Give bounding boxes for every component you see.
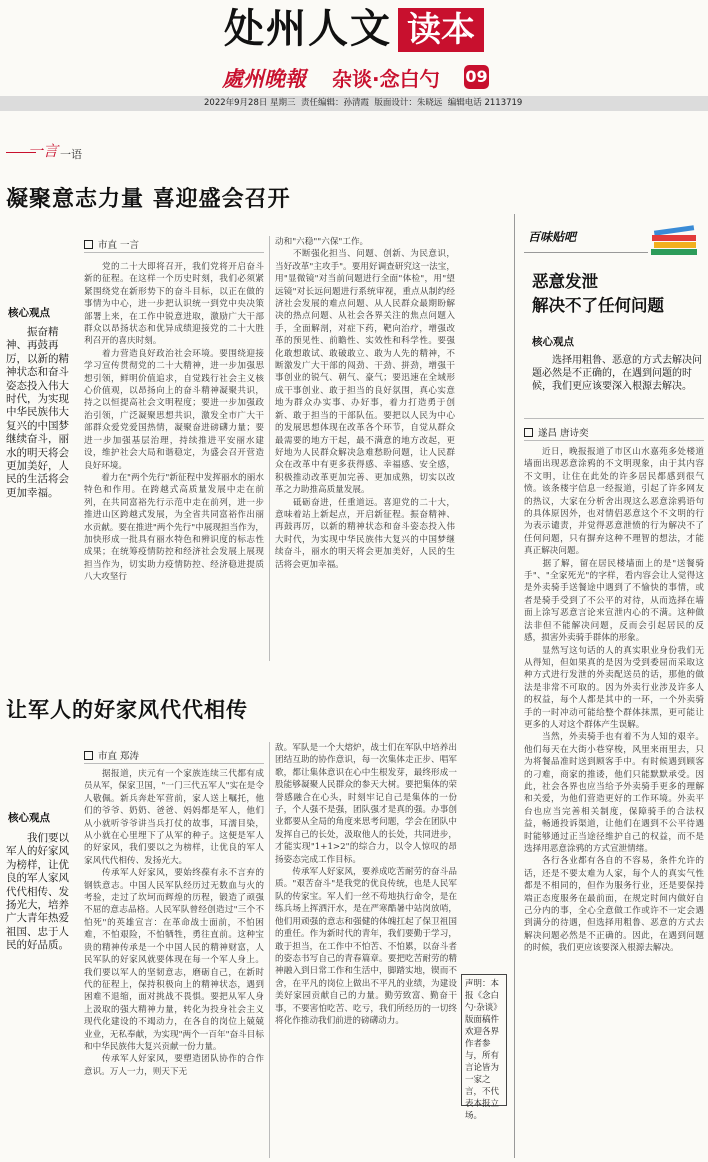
article3-header-logo: 百味贴吧: [528, 230, 577, 244]
masthead: [0, 0, 708, 100]
article3-header-line: [524, 252, 648, 253]
section-name: 杂谈·念白勺: [332, 67, 440, 91]
article2-core-text: 我们要以军人的好家风为榜样，让优良的军人家风代代相传、发扬光大，培养广大青年热爱祖国、忠于人民的好品质。: [6, 832, 69, 952]
dateline: 2022年9月28日 星期三 责任编辑：孙清霞 版面设计：朱晓远 编辑电话 2113719: [204, 98, 523, 108]
article2-body-col2: 敌。军队是一个大熔炉，战士们在军队中培养出团结互助的协作意识，每一次集体走正步、唱军歌，都让集体意识在心中生根发芽，最终形成一股能够凝聚人民群众的参天大树。要把集体的荣誉感融合在心头，时刻牢记自己是集体的一份子，个人强不是强，团队强才是真的强。办事创业都要从全局的角度来思考问题，学会在团队中发挥自己的长处，汲取他人的长处，共同进步，才能实现"1+1>2"的综合力，以令人惊叹的昂扬姿态完成工作目标。 传承军人好家风，要养成吃苦耐劳的奋斗品质。"艰苦奋斗"是我党的优良传统，也是人民军队的传家宝。军人们一丝不苟地执行命令，是在练兵场上挥洒汗水，是在严寒酷暑中站岗放哨，他们用顽强的意志和强健的体魄扛起了保卫祖国的重任。作为新时代的青年，我们要勤于学习，敢于担当，在工作中不怕苦、不怕累，以奋斗者的姿态书写自己的青春篇章。要把吃苦耐劳的精神融入到日常工作和生活中，脚踏实地，锲而不舍，在平凡的岗位上做出不平凡的业绩，为建设美好家园贡献自己的力量。勤劳致富、勤奋干事，不要害怕吃苦、吃亏，我们所经历的一切终将化作推动我们前进的磅礴动力。: [275, 743, 457, 1026]
article1-column-divider: [269, 236, 270, 661]
article3-core-rule: [524, 418, 704, 419]
notice-text: 声明：本报《念白勺·杂谈》版面稿件欢迎各界作者参与，所有言论皆为一家之言，不代表本报立场。: [465, 979, 502, 1121]
article2-byline-rule: [84, 763, 264, 764]
article3-core-label: 核心观点: [532, 336, 574, 348]
article2-byline-text: 市直 郑涛: [98, 751, 140, 762]
article3-byline-text: 遂昌 唐诗奕: [538, 428, 589, 439]
article1-core-label: 核心观点: [8, 307, 50, 319]
byline-square-icon: [84, 751, 93, 760]
byline-square-icon: [524, 428, 533, 437]
article2-byline: [84, 748, 139, 762]
article3-byline: [524, 425, 589, 439]
article3-body: 近日，晚报报道了市区山水嘉苑多处楼道墙面出现恶意涂鸦的不文明现象，由于其内容不文明，让住在此处的许多居民都感到很气愤。该条楼宇信息一经报道，引起了许多网友的热议，大家在分析舍出现这么恶意涂鸦语句的具体原因外，也对情侣恶意这个不文明的行为表示谴责，并觉得恶意泄愤的行为解决不了任何问题，只有摒弃这种不理智的想法，才能真正解决问题。 据了解，留在居民楼墙面上的是"送餐骑手"、"全家死光"的字样，看内容会让人觉得这是外卖骑手送餐途中遇到了不愉快的事情，或者是骑手受到了不公平的对待，从而选择在墙面上涂写恶意言论来宣泄内心的不满。这种做法非但不能解决问题，反而会引起居民的反感，损害外卖骑手群体的形象。 显然写这句话的人的真实职业身份我们无从得知，但如果真的是因为受到委屈而采取这种方式进行发泄的外卖配送员的话，那他的做法是非常不可取的。因为外卖行业涉及许多人的权益，每个人都是其中的一环，一个外卖骑手的一时冲动可能给整个群体抹黑，更可能让更多的人对这个群体产生误解。 当然，外卖骑手也有着不为人知的艰辛。他们每天在大街小巷穿梭，风里来雨里去，只为将餐品准时送到顾客手中。有时候遇到顾客的刁难，商家的推诿，他们只能默默承受。因此，社会各界也应当给予外卖骑手更多的理解和关爱，为他们营造更好的工作环境。外卖平台也应当完善相关制度，保障骑手的合法权益，畅通投诉渠道，让他们在遇到不公平待遇时能够通过正当途径维护自己的权益，而不是选择用恶意涂鸦的方式宣泄情绪。 各行各业都有各自的不容易，条件允许的话，还是不要太难为人家，每个人的真实气性都是不相同的，但作为服务行业，还是要保持端正态度服务在最前面，在规定时间内做好自己分内的事，全心全意做工作或许不一定会遇到满分的待遇，但选择用粗鲁、恶意的方式去解决问题必然是不正确的。因此，在遇到问题的时候，我们更应该要深入根源去解决。: [524, 447, 704, 954]
article1-body-col1: 党的二十大即将召开，我们党将开启奋斗新的征程。在这样一个历史时刻，我们必须紧紧围绕党在新形势下的奋斗目标，以正在做的事情为中心，进一步把认识统一到党中央决策部署上来，在工作中锐意进取，激励广大干部群众以昂扬状态和优异成绩迎接党的二十大胜利召开的喜庆时刻。 着力营造良好政治社会环境。要围绕迎接学习宣传贯彻党的二十大精神，进一步加强思想引领，鲜明价值追求，自觉践行社会主义核心价值观，以昂扬向上的奋斗精神凝聚共识，持之以恒提高社会文明程度；要进一步加强政治引领，广泛凝聚思想共识，激发全市广大干部群众爱党爱国热情，凝聚奋进磅礴力量；要进一步加强基层治理，持续推进平安丽水建设，维护社会大局和谐稳定，为盛会召开营造良好环境。 着力在"两个先行"新征程中发挥丽水的丽水特色和作用。在跨越式高质量发展中走在前列，在共同富裕先行示范中走在前列，进一步推进山区跨越式发展，为全省共同富裕作出丽水贡献。要在推进"两个先行"中展现担当作为，加快形成一批具有丽水特色和辨识度的标志性成果；在统筹疫情防控和经济社会发展上展现担当作为，切实助力疫情防控、经济稳进提质八大攻坚行: [84, 262, 264, 583]
article1-body-col2: 动和"六稳""六保"工作。 不断强化担当、问题、创新、为民意识，当好改革"主攻手"。要用好调查研究这一法宝，用"显微镜"对当前问题进行全面"体检"，用"望远镜"对长远问题进行系统审视，重点从制约经济社会发展的难点问题、从人民群众最期盼解决的热点问题、从社会各界关注的焦点问题入手，全面解剖，对症下药，靶向治疗，增强改革的预见性、前瞻性、实效性和科学性。要强化敢想敢试、敢破敢立、敢为人先的精神，不断激发广大干部的闯劲、干劲、拼劲，增强干事创业的锐气、朝气、豪气；要迅速在全域形成干事创业、敢于担当的良好氛围，真心实意地为群众办实事、办好事，着力打造勇于创新、敢于担当的干部队伍。要把以人民为中心的发展思想体现在改革各个环节，自觉从群众最需要的地方干起，最不满意的地方改起，更好地为人民群众解决急难愁盼问题，让人民群众在改革中有更多获得感、幸福感、安全感，积极推动改革更加完善、更加成熟，切实以改革之力助推高质量发展。 砥砺奋进，任重道远。喜迎党的二十大，意味着站上新起点，开启新征程。振奋精神、再鼓再厉，以新的精神状态和奋斗姿态投入伟大时代，为实现中华民族伟大复兴的中国梦继续奋斗，丽水的明天将会更加美好，人民的生活将会更加幸福。: [275, 237, 455, 570]
masthead-title-badge: 读本: [398, 8, 484, 52]
article2-column-divider: [269, 742, 270, 1158]
masthead-title: 处州人文: [224, 5, 392, 52]
article3-title-line1: 恶意发泄: [532, 272, 598, 291]
article1-core-text: 振奋精神、再鼓再厉，以新的精神状态和奋斗姿态投入伟大时代，为实现中华民族伟大复兴的中国梦继续奋斗，丽水的明天将会更加美好，人民的生活将会更加幸福。: [6, 326, 69, 499]
article1-byline-text: 市直 一言: [98, 240, 140, 251]
article3-byline-rule: [524, 440, 704, 441]
paper-name: 處州晚報: [222, 66, 306, 91]
article3-header: [524, 222, 704, 262]
page-number-badge: 09: [464, 65, 489, 89]
byline-square-icon: [84, 240, 93, 249]
column-tag-part2: 一语: [60, 148, 82, 161]
article1-title: 凝聚意志力量 喜迎盛会召开: [6, 187, 291, 212]
article3-core-text: 选择用粗鲁、恶意的方式去解决问题必然是不正确的，在遇到问题的时候，我们更应该要深入根源去解决。: [532, 355, 702, 392]
column-tag-part1: 一言: [28, 142, 59, 160]
right-column-divider: [514, 214, 515, 1158]
article2-body-col1: 据报道，庆元有一个家族连续三代都有成员从军，保家卫国，"一门三代五军人"实在是令人敬佩。新兵奔赴军营前，家人送上嘱托，他们的爷爷、奶奶、爸爸、妈妈都是军人，他们从小就听爷爷讲当兵打仗的故事，耳濡目染，从小就在心里埋下了从军的种子。这便是军人的好家风，我们要以之为榜样，让优良的军人家风代代相传、发扬光大。 传承军人好家风，要始终葆有永不言弃的钢铁意志。中国人民军队经历过无数血与火的考验，走过了坎坷而辉煌的历程，锻造了顽强不屈的意志品格。人民军队曾经创造过"三个不怕死"的英雄宣言：在革命战士面前，不怕困难，不怕艰险，不怕牺牲，勇往直前。这种宝贵的精神传承是一个中国人民的精神财富，人民军队的好家风就要体现在每一个军人身上。我们要以军人的坚韧意志，磨砺自己，在新时代的征程上，保持积极向上的精神状态，遇到困难不退缩，面对挑战不畏惧。要把从军人身上汲取的强大精神力量，转化为投身社会主义现代化建设的不竭动力，在各自的岗位上兢兢业业，无私奉献，为实现"两个一百年"奋斗目标和中华民族伟大复兴贡献一份力量。 传承军人好家风，要塑造团队协作的合作意识。万人一力，则天下无: [84, 769, 264, 1077]
notice-box: [461, 974, 507, 1121]
article1-byline: [84, 237, 139, 251]
article3-title-line2: 解决不了任何问题: [532, 296, 664, 315]
article2-core-label: 核心观点: [8, 812, 50, 824]
column-tag: [6, 140, 96, 170]
article1-byline-rule: [84, 252, 264, 253]
books-icon: [648, 224, 702, 258]
article2-title: 让军人的好家风代代相传: [6, 698, 248, 722]
